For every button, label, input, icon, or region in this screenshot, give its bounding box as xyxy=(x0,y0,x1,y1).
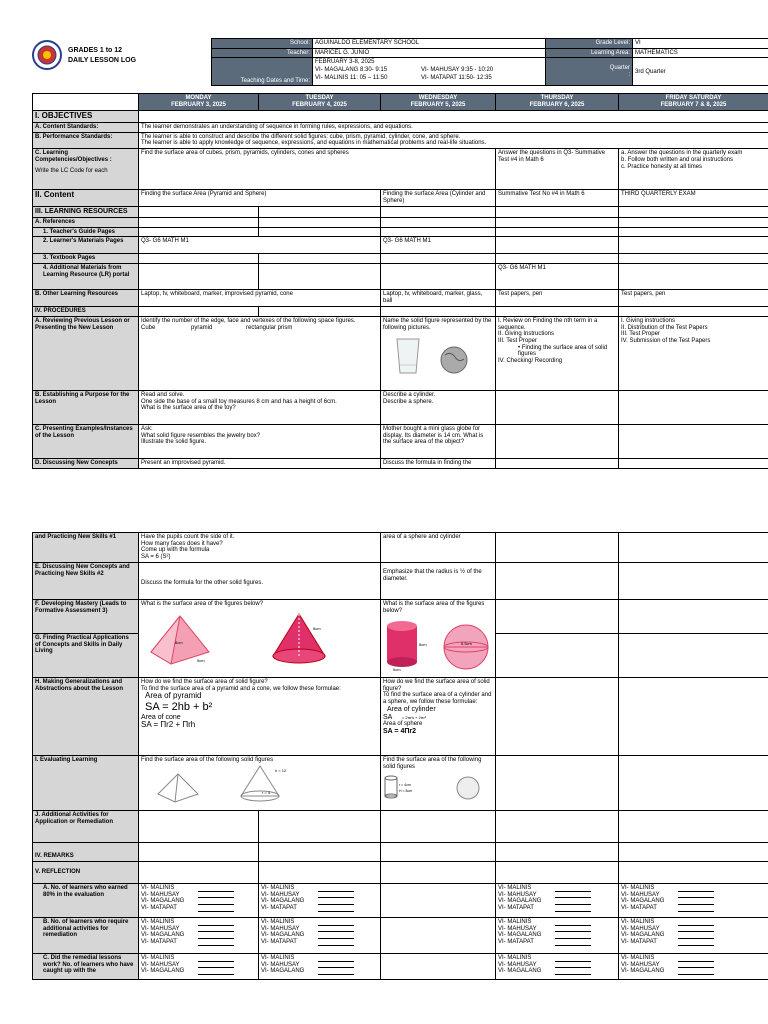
blank-line[interactable] xyxy=(198,957,234,962)
resources-heading: III. LEARNING RESOURCES xyxy=(33,207,139,218)
blank-line[interactable] xyxy=(678,957,714,962)
section-count-line: VI- MAHUSAY xyxy=(498,962,616,969)
blank-line[interactable] xyxy=(678,907,714,912)
section-count-line: VI- MALINIS xyxy=(141,885,256,892)
reflection-c-thu xyxy=(496,953,619,979)
blank-line[interactable] xyxy=(198,921,234,926)
cone-slant-label: 8cm xyxy=(312,625,321,631)
day-wednesday: WEDNESDAY FEBRUARY 5, 2025 xyxy=(381,94,496,111)
evaluating-label: I. Evaluating Learning xyxy=(33,755,139,810)
eval-cone-radius-label: r = 4 xyxy=(261,789,270,795)
cone-figure xyxy=(267,612,331,666)
olr-label: B. Other Learning Resources xyxy=(33,290,139,307)
section-count-line: VI- MAGALANG xyxy=(141,932,256,939)
day-tuesday: TUESDAY FEBRUARY 4, 2025 xyxy=(259,94,381,111)
discussing-label: D. Discussing New Concepts xyxy=(33,458,139,468)
mastery-mt: What is the surface area of the figures below? 5cm 8cm 8cm xyxy=(139,599,381,677)
section-count-line: VI- MATAPAT xyxy=(498,905,616,912)
section-count-line: VI- MATAPAT xyxy=(498,939,616,946)
practicing-w: area of a sphere and cylinder xyxy=(381,533,496,563)
blank-line[interactable] xyxy=(318,941,354,946)
blank-line[interactable] xyxy=(555,907,591,912)
section-count-line: VI- MALINIS xyxy=(621,885,766,892)
am-label: 4. Additional Materials from Learning Resource (LR) portal xyxy=(33,264,139,290)
reflection-b-fri xyxy=(619,917,768,953)
section-count-line: VI- MALINIS xyxy=(498,919,616,926)
examples-mt: Ask: What solid figure resembles the jewelry box? Illustrate the solid figure. xyxy=(139,424,381,458)
content-standards: The learner demonstrates an understanding of sequence in forming rules, expressions, and equations. xyxy=(139,122,768,132)
day-monday: MONDAY FEBRUARY 3, 2025 xyxy=(139,94,259,111)
reflection-c-mon xyxy=(139,953,259,979)
am-th: Q3- G6 MATH M1 xyxy=(496,264,619,290)
pyramid-base-label: 5cm xyxy=(197,657,205,663)
section-count-line: VI- MATAPAT xyxy=(621,939,766,946)
practicing-label: and Practicing New Skills #1 xyxy=(33,533,139,563)
section-count-line: VI- MAHUSAY xyxy=(141,926,256,933)
purpose-w: Describe a cylinder. Describe a sphere. xyxy=(381,390,496,424)
section-count-line: VI- MAHUSAY xyxy=(621,926,766,933)
reflection-a-fri xyxy=(619,883,768,917)
globe-picture xyxy=(439,345,469,375)
quarter-label: Quarter : xyxy=(546,58,633,86)
section-count-line: VI- MALINIS xyxy=(261,955,378,962)
olr-w: Laptop, tv, whiteboard, marker, glass, ball xyxy=(381,290,496,307)
blank-line[interactable] xyxy=(198,941,234,946)
section-count-line: VI- MAGALANG xyxy=(141,898,256,905)
review-w: Name the solid figure represented by the following pictures. xyxy=(381,316,496,390)
content-standards-label: A. Content Standards: xyxy=(33,122,139,132)
reflection-a-tue xyxy=(259,883,381,917)
cylinder-figure xyxy=(383,618,429,672)
eval-cylinder-radius-label: r = 4cm xyxy=(399,783,411,788)
discussing-mt: Present an improvised pyramid. xyxy=(139,458,381,468)
section-count-line: VI- MATAPAT xyxy=(141,905,256,912)
sphere-figure xyxy=(441,622,491,672)
section-count-line: VI- MAGALANG xyxy=(621,968,766,975)
blank-line[interactable] xyxy=(678,887,714,892)
reflection-c-fri xyxy=(619,953,768,979)
reflection-a-thu xyxy=(496,883,619,917)
blank-line[interactable] xyxy=(678,921,714,926)
blank-line[interactable] xyxy=(678,941,714,946)
pyramid-slant-label: 8cm xyxy=(175,639,183,645)
section-count-line: VI- MAGALANG xyxy=(261,932,378,939)
content-mt: Finding the surface Area (Pyramid and Sphere) xyxy=(139,190,381,207)
eval-cylinder-figure xyxy=(383,773,423,801)
new-skills-w: Emphasize that the radius is ½ of the diameter. xyxy=(381,562,496,599)
purpose-mt: Read and solve. One side the base of a small toy measures 8 cm and has a height of 6cm. What is the surface area of the toy? xyxy=(139,390,381,424)
reflection-c-label: C. Did the remedial lessons work? No. of learners who have caught up with the xyxy=(33,953,139,979)
procedures-heading: IV. PROCEDURES xyxy=(33,307,139,317)
eval-cylinder-height-label: H = 8cm xyxy=(399,789,413,794)
section-count-line: VI- MATAPAT xyxy=(261,939,378,946)
blank-line[interactable] xyxy=(198,970,234,975)
examples-w: Mother bought a mini glass globe for display. Its diameter is 14 cm. What is the surface area of the object? xyxy=(381,424,496,458)
section-count-line: VI- MAHUSAY xyxy=(141,962,256,969)
performance-standards: The learner is able to construct and describe the different solid figures: cube, prism, pyramid, cylinder, cone, and sphere. The learner is able to apply knowledge of sequence, expressions, and equations in mathematical problems and real-life situations. xyxy=(139,132,768,148)
section-count-line: VI- MALINIS xyxy=(498,885,616,892)
blank-line[interactable] xyxy=(318,957,354,962)
section-count-line: VI- MALINIS xyxy=(621,919,766,926)
generalization-mt: How do we find the surface area of solid figure? To find the surface area of a pyramid and a cone, we follow these formulae: Area of pyramid SA = 2hb + b² Area of cone SA = Πr2 + Πrh xyxy=(139,677,381,755)
competencies-friday: a. Answer the questions in the quarterly exam b. Follow both written and oral instructions c. Practice honesty at all times xyxy=(619,149,768,190)
pyramid-figure xyxy=(145,614,215,666)
eval-pyramid-figure xyxy=(153,772,203,804)
day-thursday: THURSDAY FEBRUARY 6, 2025 xyxy=(496,94,619,111)
remarks-label: IV. REMARKS xyxy=(33,842,139,861)
section-count-line: VI- MAGALANG xyxy=(498,968,616,975)
teaching-dates: FEBRUARY 3-8, 2025 VI- MAGALANG 8:30- 9:15 VI- MAHUSAY 9:35 - 10:20 VI- MALINIS 11: 05 – 11:50 VI- MATAPAT 11:50- 12:35 xyxy=(313,58,546,86)
header-table xyxy=(211,38,768,86)
competencies-label: C. Learning Competencies/Objectives : Write the LC Code for each xyxy=(33,149,139,190)
section-count-line: VI- MAHUSAY xyxy=(621,892,766,899)
section-count-line: VI- MAHUSAY xyxy=(261,892,378,899)
references-label: A. References xyxy=(33,217,139,227)
section-count-line: VI- MAHUSAY xyxy=(621,962,766,969)
eval-cone-figure xyxy=(235,764,295,804)
lm-w: Q3- G6 MATH M1 xyxy=(381,237,496,254)
tb-label: 3. Textbook Pages xyxy=(33,254,139,264)
content-th: Summative Test No #4 in Math 6 xyxy=(496,190,619,207)
blank-line[interactable] xyxy=(555,970,591,975)
lesson-table-page-2 xyxy=(32,532,768,980)
learning-area: MATHEMATICS xyxy=(633,48,768,58)
competencies-thursday: Answer the questions in Q3- Summative Test #4 in Math 6 xyxy=(496,149,619,190)
generalization-w: How do we find the surface area of solid figure? To find the surface area of a cylinder and a sphere, we follow these formulae: Area of cylinder SA = 2πrh + 2πr² Area of sphere SA = 4Πr2 xyxy=(381,677,496,755)
reflection-c-tue xyxy=(259,953,381,979)
grade-label: Grade Level: xyxy=(546,39,633,49)
section-count-line: VI- MAHUSAY xyxy=(261,962,378,969)
section-count-line: VI- MALINIS xyxy=(261,919,378,926)
section-count-line: VI- MALINIS xyxy=(141,955,256,962)
lm-mt: Q3- G6 MATH M1 xyxy=(139,237,381,254)
section-count-line: VI- MALINIS xyxy=(261,885,378,892)
reflection-b-label: B. No. of learners who require additional activities for remediation xyxy=(33,917,139,953)
section-count-line: VI- MAHUSAY xyxy=(141,892,256,899)
reflection-b-mon xyxy=(139,917,259,953)
olr-f: Test papers, pen xyxy=(619,290,768,307)
blank-line[interactable] xyxy=(318,887,354,892)
school-name: AGUINALDO ELEMENTARY SCHOOL xyxy=(313,39,546,49)
olr-th: Test papers, pen xyxy=(496,290,619,307)
objectives-heading: I. OBJECTIVES xyxy=(33,111,139,123)
school-label: School: xyxy=(212,39,313,49)
teacher-name: MARICEL G. JUNIO xyxy=(313,48,546,58)
review-th: I. Review on Finding the nth term in a sequence. II. Giving Instructions III. Test Proper • Finding the surface area of solid figures IV. Checking/ Recording xyxy=(496,316,619,390)
performance-standards-label: B. Performance Standards: xyxy=(33,132,139,148)
form-title: GRADES 1 to 12 DAILY LESSON LOG xyxy=(68,47,137,64)
quarter-value: 3rd Quarter xyxy=(633,58,768,86)
content-f: THIRD QUARTERLY EXAM xyxy=(619,190,768,207)
applications-label: G. Finding Practical Applications of Concepts and Skills in Daily Living xyxy=(33,633,139,677)
blank-line[interactable] xyxy=(555,887,591,892)
grade-level: VI xyxy=(633,39,768,49)
blank-line[interactable] xyxy=(555,921,591,926)
reflection-a-mon xyxy=(139,883,259,917)
review-label: A. Reviewing Previous Lesson or Presenting the New Lesson xyxy=(33,316,139,390)
teacher-label: Teacher: xyxy=(212,48,313,58)
reflection-b-thu xyxy=(496,917,619,953)
day-friday: FRIDAY SATURDAY FEBRUARY 7 & 8, 2025 xyxy=(619,94,768,111)
section-count-line: VI- MAHUSAY xyxy=(498,892,616,899)
section-count-line: VI- MALINIS xyxy=(498,955,616,962)
section-count-line: VI- MATAPAT xyxy=(621,905,766,912)
section-count-line: VI- MALINIS xyxy=(141,919,256,926)
mastery-label: F. Developing Mastery (Leads to Formative Assessment 3) xyxy=(33,599,139,633)
glass-picture xyxy=(393,337,423,375)
blank-line[interactable] xyxy=(318,970,354,975)
section-count-line: VI- MAGALANG xyxy=(141,968,256,975)
area-label: Learning Area: xyxy=(546,48,633,58)
lm-label: 2. Learner's Materials Pages xyxy=(33,237,139,254)
review-mt: Identify the number of the edge, face and vertexes of the following space figures. Cube pyramid rectangular prism xyxy=(139,316,381,390)
review-f: I. Giving instructions II. Distribution of the Test Papers III. Test Proper IV. Submission of the Test Papers xyxy=(619,316,768,390)
section-count-line: VI- MAGALANG xyxy=(498,898,616,905)
section-count-line: VI- MAGALANG xyxy=(261,898,378,905)
evaluating-mt: Find the surface area of the following solid figures h = 12 r = 4 xyxy=(139,755,381,810)
practicing-mt: Have the pupils count the side of it. How many faces does it have? Come up with the formula SA = 6 (S²) xyxy=(139,533,381,563)
blank-line[interactable] xyxy=(198,887,234,892)
section-count-line: VI- MATAPAT xyxy=(261,905,378,912)
content-label: II. Content xyxy=(33,190,139,207)
cylinder-base-label: 5cm xyxy=(393,667,401,673)
eval-sphere-figure xyxy=(455,775,481,801)
blank-line[interactable] xyxy=(318,907,354,912)
purpose-label: B. Establishing a Purpose for the Lesson xyxy=(33,390,139,424)
section-count-line: VI- MALINIS xyxy=(621,955,766,962)
section-count-line: VI- MAHUSAY xyxy=(261,926,378,933)
blank-line[interactable] xyxy=(555,941,591,946)
section-count-line: VI- MAGALANG xyxy=(621,932,766,939)
tg-label: 1. Teacher's Guide Pages xyxy=(33,227,139,237)
lesson-table-page-1 xyxy=(32,93,768,469)
section-count-line: VI- MAHUSAY xyxy=(498,926,616,933)
evaluating-w: Find the surface area of the following solid figures r = 4cm H = 8cm xyxy=(381,755,496,810)
examples-label: C. Presenting Examples/Instances of the Lesson xyxy=(33,424,139,458)
new-skills-mt: Discuss the formula for the other solid figures. xyxy=(139,562,381,599)
additional-label: J. Additional Activities for Application or Remediation xyxy=(33,810,139,842)
mastery-w: What is the surface area of the figures below? 8cm 5cm 8.5cm xyxy=(381,599,496,677)
cylinder-height-label: 8cm xyxy=(419,642,427,648)
discussing-w: Discuss the formula in finding the xyxy=(381,458,496,468)
dates-label: Teaching Dates and Time: xyxy=(212,58,313,86)
blank-line[interactable] xyxy=(678,970,714,975)
blank-line[interactable] xyxy=(318,921,354,926)
section-count-line: VI- MAGALANG xyxy=(261,968,378,975)
new-skills-label: E. Discussing New Concepts and Practicing New Skills #2 xyxy=(33,562,139,599)
blank-line[interactable] xyxy=(555,957,591,962)
sphere-label: 8.5cm xyxy=(460,641,472,647)
olr-mt: Laptop, tv, whiteboard, marker, improvised pyramid, cone xyxy=(139,290,381,307)
deped-seal xyxy=(32,40,62,70)
competencies: Find the surface area of cubes, prism, pyramids, cylinders, cones and spheres xyxy=(139,149,496,190)
reflection-a-label: A. No. of learners who earned 80% in the evaluation xyxy=(33,883,139,917)
reflection-b-tue xyxy=(259,917,381,953)
content-w: Finding the surface Area (Cylinder and Sphere) xyxy=(381,190,496,207)
section-count-line: VI- MAGALANG xyxy=(621,898,766,905)
eval-cone-height-label: h = 12 xyxy=(274,767,286,773)
generalization-label: H. Making Generalizations and Abstractions about the Lesson xyxy=(33,677,139,755)
section-count-line: VI- MAGALANG xyxy=(498,932,616,939)
blank-line[interactable] xyxy=(198,907,234,912)
reflection-label: V. REFLECTION xyxy=(33,861,139,883)
section-count-line: VI- MATAPAT xyxy=(141,939,256,946)
